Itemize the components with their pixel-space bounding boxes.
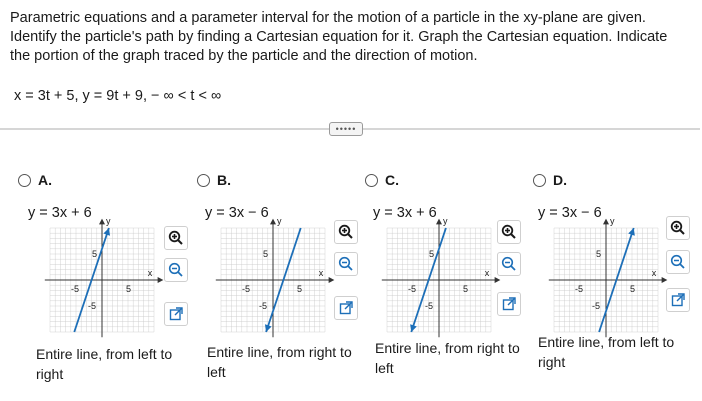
option-d-graph	[536, 215, 676, 347]
y-axis-arrow	[99, 219, 105, 225]
option-a	[18, 172, 190, 397]
y-axis-arrow	[270, 219, 276, 225]
y-axis-label: y	[610, 215, 615, 226]
open-graph-button[interactable]	[497, 292, 521, 316]
option-d-header[interactable]	[533, 172, 567, 188]
x-axis-label: x	[147, 268, 153, 278]
zoom-in-button[interactable]	[334, 220, 358, 244]
zoom-out-button[interactable]	[164, 258, 188, 282]
zoom-in-button[interactable]	[497, 220, 521, 244]
option-c-equation: y = 3x + 6	[373, 205, 437, 221]
zoom-in-icon	[501, 224, 517, 240]
y-axis-label: y	[277, 215, 282, 226]
direction-arrow	[265, 324, 272, 332]
zoom-in-icon	[168, 230, 184, 246]
option-d	[530, 172, 702, 397]
option-c-radio[interactable]	[365, 174, 378, 187]
option-d-letter: D.	[553, 172, 567, 188]
option-d-description: Entire line, from left to right	[538, 334, 675, 370]
option-d-equation: y = 3x − 6	[538, 205, 602, 221]
x-axis-label: x	[651, 268, 657, 278]
y-tick-label: 5	[263, 249, 269, 259]
x-tick-label: 5	[297, 284, 303, 294]
zoom-in-button[interactable]	[164, 226, 188, 250]
x-tick-label: -5	[71, 284, 80, 294]
option-a-graph	[32, 215, 172, 347]
option-a-header[interactable]	[18, 172, 52, 188]
y-axis-label: y	[106, 215, 111, 226]
x-axis-arrow	[495, 277, 501, 283]
option-a-equation: y = 3x + 6	[28, 205, 92, 221]
open-graph-button[interactable]	[666, 288, 690, 312]
option-d-radio[interactable]	[533, 174, 546, 187]
open-graph-button[interactable]	[164, 302, 188, 326]
direction-arrow	[103, 228, 110, 236]
option-b-header[interactable]	[197, 172, 231, 188]
option-c-graph	[369, 215, 509, 347]
y-tick-label: 5	[429, 249, 435, 259]
open-new-window-icon	[169, 307, 183, 321]
zoom-in-icon	[338, 224, 354, 240]
x-tick-label: -5	[575, 284, 584, 294]
zoom-out-button[interactable]	[497, 252, 521, 276]
y-axis-label: y	[443, 215, 448, 226]
parametric-equation: x = 3t + 5, y = 9t + 9, − ∞ < t < ∞	[14, 88, 222, 104]
open-new-window-icon	[502, 297, 516, 311]
x-tick-label: 5	[126, 284, 132, 294]
y-tick-label: 5	[92, 249, 98, 259]
zoom-out-icon	[338, 256, 354, 272]
option-a-radio[interactable]	[18, 174, 31, 187]
option-c-header[interactable]	[365, 172, 399, 188]
y-tick-label: 5	[596, 249, 602, 259]
open-graph-button[interactable]	[334, 296, 358, 320]
x-tick-label: -5	[408, 284, 417, 294]
zoom-in-button[interactable]	[666, 216, 690, 240]
option-c-description: Entire line, from right to left	[375, 340, 520, 376]
question-text: Parametric equations and a parameter interval for the motion of a particle in the xy-plane are given. Identify the particle's path by finding a Cartesian equation for it. Graph the Cartesian equation. Indicate the portion of the graph traced by the particle and the direction of motion.	[10, 10, 668, 64]
option-b-letter: B.	[217, 172, 231, 188]
y-tick-label: -5	[425, 301, 434, 311]
y-tick-label: -5	[259, 301, 268, 311]
option-c-letter: C.	[385, 172, 399, 188]
x-axis-arrow	[158, 277, 164, 283]
option-b-description: Entire line, from right to left	[207, 344, 352, 380]
x-axis-label: x	[318, 268, 324, 278]
y-tick-label: -5	[88, 301, 97, 311]
option-c	[361, 172, 533, 397]
zoom-out-button[interactable]	[334, 252, 358, 276]
x-tick-label: 5	[463, 284, 469, 294]
zoom-in-icon	[670, 220, 686, 236]
zoom-out-button[interactable]	[666, 250, 690, 274]
option-b-graph	[203, 215, 343, 347]
y-axis-arrow	[436, 219, 442, 225]
option-b-radio[interactable]	[197, 174, 210, 187]
x-axis-arrow	[329, 277, 335, 283]
y-tick-label: -5	[592, 301, 601, 311]
more-options-button[interactable]: •••••	[329, 122, 363, 136]
x-tick-label: 5	[630, 284, 636, 294]
option-a-description: Entire line, from left to right	[36, 346, 173, 382]
direction-arrow	[628, 228, 635, 236]
direction-arrow	[410, 324, 417, 332]
zoom-out-icon	[670, 254, 686, 270]
zoom-out-icon	[168, 262, 184, 278]
zoom-out-icon	[501, 256, 517, 272]
x-axis-label: x	[484, 268, 490, 278]
option-b-equation: y = 3x − 6	[205, 205, 269, 221]
open-new-window-icon	[339, 301, 353, 315]
y-axis-arrow	[603, 219, 609, 225]
option-b	[193, 172, 365, 397]
open-new-window-icon	[671, 293, 685, 307]
option-a-letter: A.	[38, 172, 52, 188]
x-axis-arrow	[662, 277, 668, 283]
x-tick-label: -5	[242, 284, 251, 294]
